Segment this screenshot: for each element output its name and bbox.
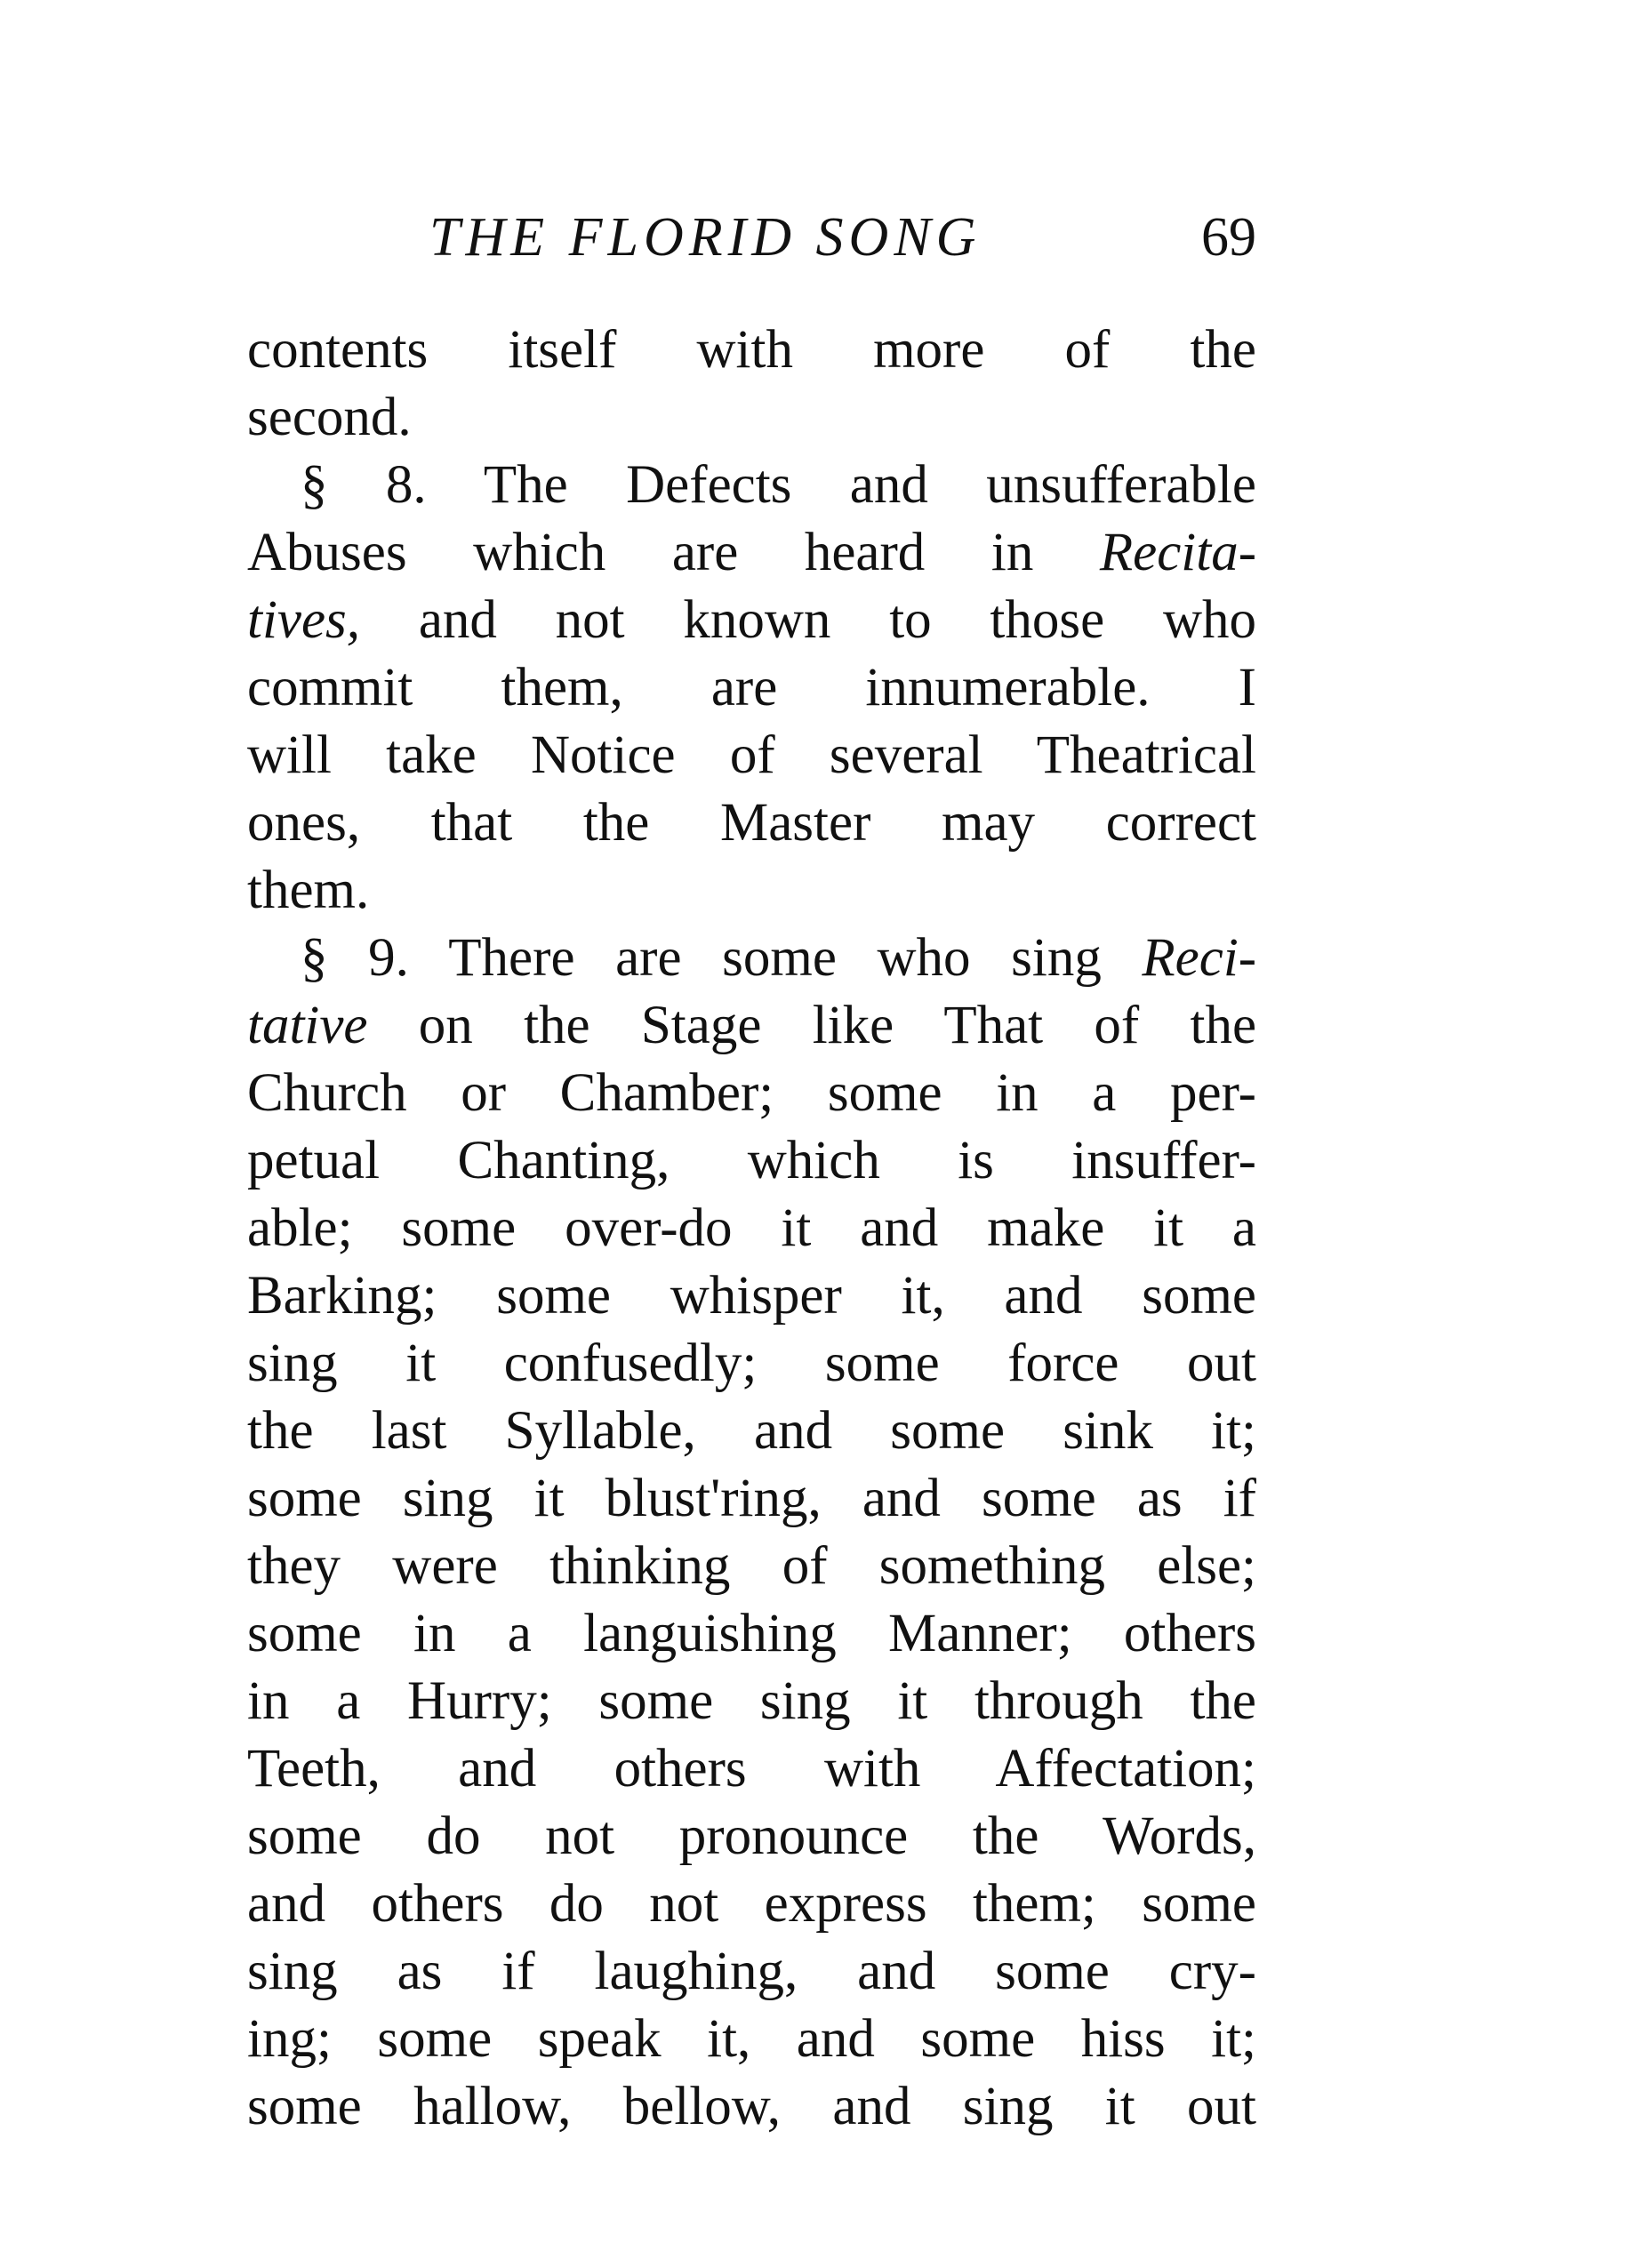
text-line: will take Notice of several Theatrical bbox=[247, 725, 1256, 785]
text-line: second. bbox=[247, 388, 412, 447]
text-line: some sing it blust'ring, and some as if bbox=[247, 1469, 1256, 1528]
running-title: THE FLORID SONG bbox=[429, 207, 982, 268]
text-line: able; some over-do it and make it a bbox=[247, 1198, 1256, 1258]
text-line: some in a languishing Manner; others bbox=[247, 1604, 1256, 1663]
text-line: some do not pronounce the Words, bbox=[247, 1806, 1256, 1866]
section-8-heading-line: § 8. The Defects and unsufferable bbox=[301, 455, 1256, 515]
text-line: commit them, are innumerable. I bbox=[247, 658, 1256, 717]
text-line: tative on the Stage like That of the bbox=[247, 996, 1256, 1055]
text-line: and others do not express them; some bbox=[247, 1874, 1256, 1934]
text-line: them. bbox=[247, 861, 370, 920]
text-line: Barking; some whisper it, and some bbox=[247, 1266, 1256, 1326]
section-9-heading-line: § 9. There are some who sing Reci- bbox=[301, 928, 1256, 988]
text-line: contents itself with more of the bbox=[247, 320, 1256, 380]
body-text bbox=[247, 316, 1256, 2141]
text-line: they were thinking of something else; bbox=[247, 1536, 1256, 1596]
text-line: Teeth, and others with Affectation; bbox=[247, 1739, 1256, 1798]
text-line: tives, and not known to those who bbox=[247, 590, 1256, 650]
text-line: sing as if laughing, and some cry- bbox=[247, 1942, 1256, 2001]
text-line: Church or Chamber; some in a per- bbox=[247, 1063, 1256, 1123]
page-header bbox=[247, 197, 1256, 277]
text-line: sing it confusedly; some force out bbox=[247, 1334, 1256, 1393]
text-line: Abuses which are heard in Recita- bbox=[247, 523, 1256, 582]
text-line: in a Hurry; some sing it through the bbox=[247, 1671, 1256, 1731]
text-line: the last Syllable, and some sink it; bbox=[247, 1401, 1256, 1461]
page-number: 69 bbox=[1201, 207, 1256, 268]
text-line: some hallow, bellow, and sing it out bbox=[247, 2077, 1256, 2136]
text-line: petual Chanting, which is insuffer- bbox=[247, 1131, 1256, 1190]
text-line: ones, that the Master may correct bbox=[247, 793, 1256, 853]
text-line: ing; some speak it, and some hiss it; bbox=[247, 2009, 1256, 2069]
